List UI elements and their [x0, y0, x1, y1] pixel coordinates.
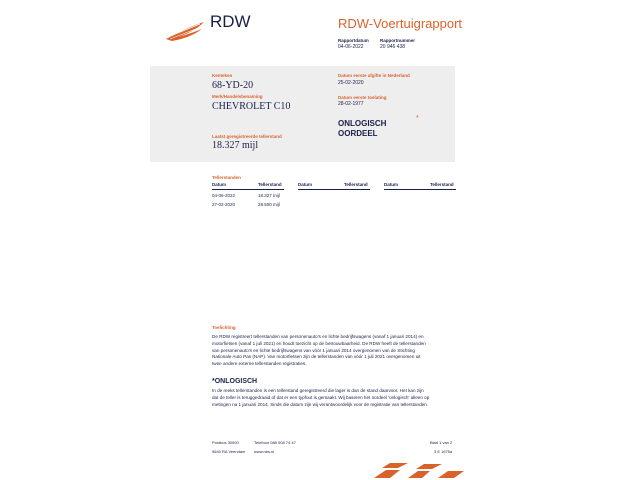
- explanation-line: motorfietsen (vanaf 1 juli 2021) en houdt toezicht op de betrouwbaarheid. De RDW heeft de tellerstanden: [212, 340, 426, 346]
- explanation-line: De RDW registreert tellerstanden van personenauto's en lichte bedrijfswagens (vanaf 1 januari 2014) en: [212, 334, 424, 339]
- verdict-line2: OORDEEL: [338, 129, 378, 138]
- col-date-3: Datum: [384, 182, 399, 187]
- odometer-section-title: Tellerstanden: [212, 175, 241, 180]
- first-admission-label: Datum eerste toelating: [338, 95, 387, 100]
- rdw-logo-icon: [164, 18, 208, 42]
- report-date: 04-06-2022: [338, 44, 364, 50]
- footer-code: 3 E 1675a: [434, 449, 453, 454]
- verdict-star-icon: *: [416, 115, 419, 122]
- explanation-line: Nationale Auto Pas (NAP). Van motorfietsen zijn de tellerstanden van vóór 1 juli 2021 overgenomen uit: [212, 354, 421, 360]
- table-divider: [212, 189, 284, 190]
- report-date-label: Rapportdatum: [338, 38, 369, 43]
- first-admission-value: 28-02-1977: [338, 101, 364, 107]
- flag-title: *ONLOGISCH: [212, 378, 258, 385]
- table-row-date: 04-06-2022: [212, 193, 236, 198]
- explanation-title: Toelichting: [212, 325, 236, 330]
- table-row-date: 27-02-2020: [212, 202, 236, 207]
- verdict-line1: ONLOGISCH: [338, 119, 387, 128]
- col-reading-1: Tellerstand: [258, 182, 282, 187]
- make-label: Merk/Handelsbenaming: [212, 94, 263, 99]
- footer-city: 9640 RA Veendam: [212, 449, 246, 454]
- vehicle-summary-band: [150, 66, 455, 162]
- flag-body: [212, 388, 458, 408]
- footer-phone: Telefoon 088 008 74 47: [254, 440, 296, 445]
- footer-web: www.rdw.nl: [254, 449, 275, 454]
- plate-label: Kenteken: [212, 73, 233, 78]
- odometer-label: Laatst geregistreerde tellerstand: [212, 134, 282, 139]
- explanation-line: twee andere externe tellerstanden registraties.: [212, 361, 307, 367]
- flag-line: In de reeks tellerstanden is een tellerstand geregistreerd die lager is dan de stand daarvoor. Het kan zijn: [212, 388, 424, 393]
- col-reading-2: Tellerstand: [344, 182, 368, 187]
- table-row-reading: 28.500 mijl: [258, 202, 280, 207]
- footer-page: Blad 1 van 2: [430, 440, 453, 445]
- report-title: RDW-Voertuigrapport: [338, 16, 463, 31]
- table-divider: [298, 189, 370, 190]
- first-nl-value: 25-02-2020: [338, 80, 364, 86]
- decorative-stripes-icon: [368, 462, 468, 480]
- explanation-line: van personenauto's en lichte bedrijfswagens van vóór 1 januari 2014 overgenomen van de Stichting: [212, 347, 415, 353]
- plate-value: 68-YD-20: [212, 80, 254, 91]
- table-row-reading: 18.327 mijl: [258, 193, 280, 198]
- first-nl-label: Datum eerste afgifte in Nederland: [338, 73, 410, 78]
- footer-postbus: Postbus 30000: [212, 440, 239, 445]
- col-date-1: Datum: [212, 182, 227, 187]
- col-date-2: Datum: [298, 182, 313, 187]
- table-divider: [384, 189, 456, 190]
- make-value: CHEVROLET C10: [212, 101, 291, 112]
- odometer-value: 18.327 mijl: [212, 140, 259, 151]
- report-number: 20 946 438: [380, 44, 406, 50]
- flag-line: dat de teller is teruggedraaid of dat er een typfout is gemaakt. Wij baseren het oordeel 'onlogisch' alleen op: [212, 394, 430, 400]
- report-number-label: Rapportnummer: [380, 38, 416, 43]
- explanation-body: [212, 334, 458, 368]
- flag-line: metingen na 1 januari 2014. Sinds die datum zijn wij verantwoordelijk voor de registratie van tellerstanden.: [212, 401, 429, 407]
- logo-text: RDW: [210, 12, 251, 31]
- col-reading-3: Tellerstand: [430, 182, 454, 187]
